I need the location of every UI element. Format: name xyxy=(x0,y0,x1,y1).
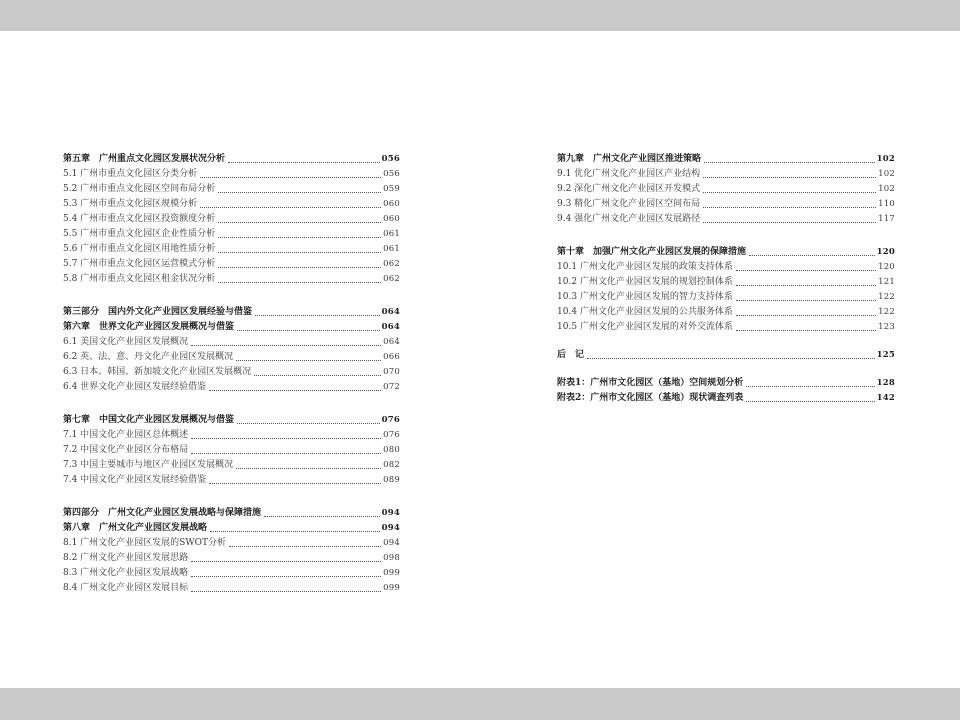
toc-page-number: 061 xyxy=(383,229,400,239)
toc-page-number: 110 xyxy=(878,199,895,209)
toc-section-entry xyxy=(557,275,895,290)
toc-page-number: 060 xyxy=(383,214,400,224)
toc-entry-label: 10.1 广州文化产业园区发展的政策支持体系 xyxy=(557,262,733,272)
dot-leader xyxy=(703,192,876,193)
dot-leader xyxy=(587,358,875,359)
toc-group xyxy=(63,413,400,488)
toc-entry-label: 8.1 广州文化产业园区发展的SWOT分析 xyxy=(63,538,226,548)
toc-entry-label: 第九章 广州文化产业园区推进策略 xyxy=(557,154,702,164)
toc-entry-label: 5.3 广州市重点文化园区规模分析 xyxy=(63,199,198,209)
top-gray-band xyxy=(0,0,960,31)
dot-leader xyxy=(736,300,876,301)
toc-heading-entry xyxy=(63,413,400,428)
toc-entry-label: 10.3 广州文化产业园区发展的智力支持体系 xyxy=(557,292,733,302)
toc-entry-label: 5.7 广州市重点文化园区运营模式分析 xyxy=(63,259,216,269)
toc-page-number: 122 xyxy=(878,307,895,317)
dot-leader xyxy=(191,576,381,577)
toc-section-entry xyxy=(63,335,400,350)
toc-heading-entry xyxy=(557,391,895,406)
toc-section-entry xyxy=(63,566,400,581)
toc-section-entry xyxy=(63,350,400,365)
toc-page-number: 062 xyxy=(383,259,400,269)
toc-section-entry xyxy=(557,320,895,335)
toc-page-number: 064 xyxy=(381,307,400,317)
toc-heading-entry xyxy=(557,152,895,167)
dot-leader xyxy=(218,192,381,193)
toc-heading-entry xyxy=(557,376,895,391)
dot-leader xyxy=(210,531,380,532)
dot-leader xyxy=(703,207,876,208)
dot-leader xyxy=(191,453,381,454)
toc-page-number: 089 xyxy=(383,475,400,485)
toc-entry-label: 5.2 广州市重点文化园区空间布局分析 xyxy=(63,184,216,194)
dot-leader xyxy=(218,267,381,268)
dot-leader xyxy=(191,591,381,592)
toc-section-entry xyxy=(557,167,895,182)
toc-heading-entry xyxy=(63,506,400,521)
dot-leader xyxy=(736,330,876,331)
toc-entry-label: 5.6 广州市重点文化园区用地性质分析 xyxy=(63,244,216,254)
toc-section-entry xyxy=(63,182,400,197)
toc-page-number: 064 xyxy=(381,322,400,332)
toc-page-number: 062 xyxy=(383,274,400,284)
dot-leader xyxy=(746,386,874,387)
dot-leader xyxy=(200,207,381,208)
toc-section-entry xyxy=(557,197,895,212)
toc-right-column xyxy=(557,152,895,419)
toc-page-number: 098 xyxy=(383,553,400,563)
toc-section-entry xyxy=(63,428,400,443)
dot-leader xyxy=(736,315,876,316)
toc-heading-entry xyxy=(63,305,400,320)
toc-page-number: 056 xyxy=(381,154,400,164)
dot-leader xyxy=(209,390,381,391)
toc-page-number: 094 xyxy=(381,508,400,518)
toc-entry-label: 6.4 世界文化产业园区发展经验借鉴 xyxy=(63,382,207,392)
toc-entry-label: 5.5 广州市重点文化园区企业性质分析 xyxy=(63,229,216,239)
toc-entry-label: 5.8 广州市重点文化园区租金状况分析 xyxy=(63,274,216,284)
toc-page-number: 056 xyxy=(383,169,400,179)
dot-leader xyxy=(191,438,381,439)
toc-left-column xyxy=(63,152,400,614)
dot-leader xyxy=(255,315,380,316)
toc-section-entry xyxy=(557,290,895,305)
toc-entry-label: 8.3 广州文化产业园区发展战略 xyxy=(63,568,189,578)
toc-page-number: 076 xyxy=(381,415,400,425)
toc-entry-label: 第八章 广州文化产业园区发展战略 xyxy=(63,523,208,533)
toc-entry-label: 6.3 日本、韩国、新加坡文化产业园区发展概况 xyxy=(63,367,252,377)
dot-leader xyxy=(264,516,380,517)
toc-page-number: 070 xyxy=(383,367,400,377)
toc-page-number: 120 xyxy=(878,262,895,272)
toc-entry-label: 9.3 精化广州文化产业园区空间布局 xyxy=(557,199,701,209)
dot-leader xyxy=(228,162,380,163)
toc-page-number: 094 xyxy=(381,523,400,533)
toc-entry-label: 7.4 中国文化产业园区发展经验借鉴 xyxy=(63,475,207,485)
dot-leader xyxy=(218,237,381,238)
dot-leader xyxy=(736,285,876,286)
toc-group xyxy=(63,506,400,596)
toc-group xyxy=(557,348,895,363)
dot-leader xyxy=(746,401,874,402)
toc-group xyxy=(557,376,895,406)
dot-leader xyxy=(704,162,875,163)
toc-page-number: 122 xyxy=(878,292,895,302)
dot-leader xyxy=(703,222,876,223)
toc-section-entry xyxy=(63,581,400,596)
dot-leader xyxy=(229,546,381,547)
toc-section-entry xyxy=(557,305,895,320)
dot-leader xyxy=(236,468,381,469)
toc-heading-entry xyxy=(63,521,400,536)
toc-section-entry xyxy=(63,197,400,212)
toc-section-entry xyxy=(63,257,400,272)
dot-leader xyxy=(736,270,876,271)
toc-group xyxy=(557,152,895,227)
toc-section-entry xyxy=(63,365,400,380)
toc-heading-entry xyxy=(63,320,400,335)
toc-page-number: 102 xyxy=(876,154,895,164)
toc-entry-label: 后 记 xyxy=(557,350,585,360)
toc-section-entry xyxy=(63,167,400,182)
dot-leader xyxy=(703,177,876,178)
toc-group xyxy=(63,305,400,395)
toc-section-entry xyxy=(63,536,400,551)
toc-entry-label: 第五章 广州重点文化园区发展状况分析 xyxy=(63,154,226,164)
toc-page-number: 060 xyxy=(383,199,400,209)
toc-page-number: 076 xyxy=(383,430,400,440)
toc-entry-label: 附表2：广州市文化园区（基地）现状调查列表 xyxy=(557,393,744,403)
toc-page-number: 117 xyxy=(878,214,895,224)
dot-leader xyxy=(237,330,380,331)
toc-entry-label: 7.2 中国文化产业园区分布格局 xyxy=(63,445,189,455)
dot-leader xyxy=(749,255,875,256)
dot-leader xyxy=(218,282,381,283)
toc-entry-label: 第十章 加强广州文化产业园区发展的保障措施 xyxy=(557,247,747,257)
toc-page-number: 142 xyxy=(876,393,895,403)
dot-leader xyxy=(209,483,381,484)
toc-entry-label: 附表1：广州市文化园区（基地）空间规划分析 xyxy=(557,378,744,388)
dot-leader xyxy=(191,561,381,562)
toc-section-entry xyxy=(557,182,895,197)
dot-leader xyxy=(200,177,381,178)
toc-page-number: 102 xyxy=(878,184,895,194)
toc-entry-label: 7.1 中国文化产业园区总体概述 xyxy=(63,430,189,440)
toc-section-entry xyxy=(63,242,400,257)
toc-entry-label: 10.4 广州文化产业园区发展的公共服务体系 xyxy=(557,307,733,317)
toc-entry-label: 9.4 强化广州文化产业园区发展路径 xyxy=(557,214,701,224)
toc-section-entry xyxy=(63,443,400,458)
toc-section-entry xyxy=(63,551,400,566)
toc-page-number: 099 xyxy=(383,568,400,578)
toc-page-number: 128 xyxy=(876,378,895,388)
toc-page-number: 080 xyxy=(383,445,400,455)
toc-page-number: 082 xyxy=(383,460,400,470)
toc-group xyxy=(557,245,895,335)
toc-entry-label: 10.2 广州文化产业园区发展的规划控制体系 xyxy=(557,277,733,287)
toc-entry-label: 6.1 美国文化产业园区发展概况 xyxy=(63,337,189,347)
toc-page-number: 072 xyxy=(383,382,400,392)
toc-entry-label: 10.5 广州文化产业园区发展的对外交流体系 xyxy=(557,322,733,332)
dot-leader xyxy=(218,222,381,223)
toc-page-number: 123 xyxy=(878,322,895,332)
toc-entry-label: 5.4 广州市重点文化园区投资额度分析 xyxy=(63,214,216,224)
toc-page-number: 094 xyxy=(383,538,400,548)
toc-section-entry xyxy=(557,260,895,275)
toc-page-number: 061 xyxy=(383,244,400,254)
toc-entry-label: 8.4 广州文化产业园区发展目标 xyxy=(63,583,189,593)
toc-heading-entry xyxy=(557,245,895,260)
toc-page-number: 125 xyxy=(876,350,895,360)
toc-entry-label: 第七章 中国文化产业园区发展概况与借鉴 xyxy=(63,415,235,425)
toc-entry-label: 9.2 深化广州文化产业园区开发模式 xyxy=(557,184,701,194)
toc-page-number: 059 xyxy=(383,184,400,194)
toc-entry-label: 7.3 中国主要城市与地区产业园区发展概况 xyxy=(63,460,234,470)
toc-heading-entry xyxy=(557,348,895,363)
toc-section-entry xyxy=(63,212,400,227)
toc-page-number: 102 xyxy=(878,169,895,179)
dot-leader xyxy=(191,345,381,346)
toc-heading-entry xyxy=(63,152,400,167)
toc-section-entry xyxy=(557,212,895,227)
toc-entry-label: 9.1 优化广州文化产业园区产业结构 xyxy=(557,169,701,179)
toc-section-entry xyxy=(63,272,400,287)
toc-page-number: 064 xyxy=(383,337,400,347)
dot-leader xyxy=(254,375,381,376)
dot-leader xyxy=(218,252,381,253)
toc-page-number: 099 xyxy=(383,583,400,593)
toc-entry-label: 5.1 广州市重点文化园区分类分析 xyxy=(63,169,198,179)
toc-section-entry xyxy=(63,473,400,488)
toc-page-number: 066 xyxy=(383,352,400,362)
toc-section-entry xyxy=(63,458,400,473)
toc-page-number: 120 xyxy=(876,247,895,257)
dot-leader xyxy=(236,360,381,361)
toc-entry-label: 6.2 英、法、意、丹文化产业园区发展概况 xyxy=(63,352,234,362)
toc-entry-label: 第三部分 国内外文化产业园区发展经验与借鉴 xyxy=(63,307,253,317)
bottom-gray-band xyxy=(0,688,960,720)
toc-page-number: 121 xyxy=(878,277,895,287)
toc-group xyxy=(63,152,400,287)
toc-section-entry xyxy=(63,227,400,242)
toc-section-entry xyxy=(63,380,400,395)
dot-leader xyxy=(237,423,380,424)
toc-entry-label: 8.2 广州文化产业园区发展思路 xyxy=(63,553,189,563)
toc-entry-label: 第四部分 广州文化产业园区发展战略与保障措施 xyxy=(63,508,262,518)
toc-entry-label: 第六章 世界文化产业园区发展概况与借鉴 xyxy=(63,322,235,332)
